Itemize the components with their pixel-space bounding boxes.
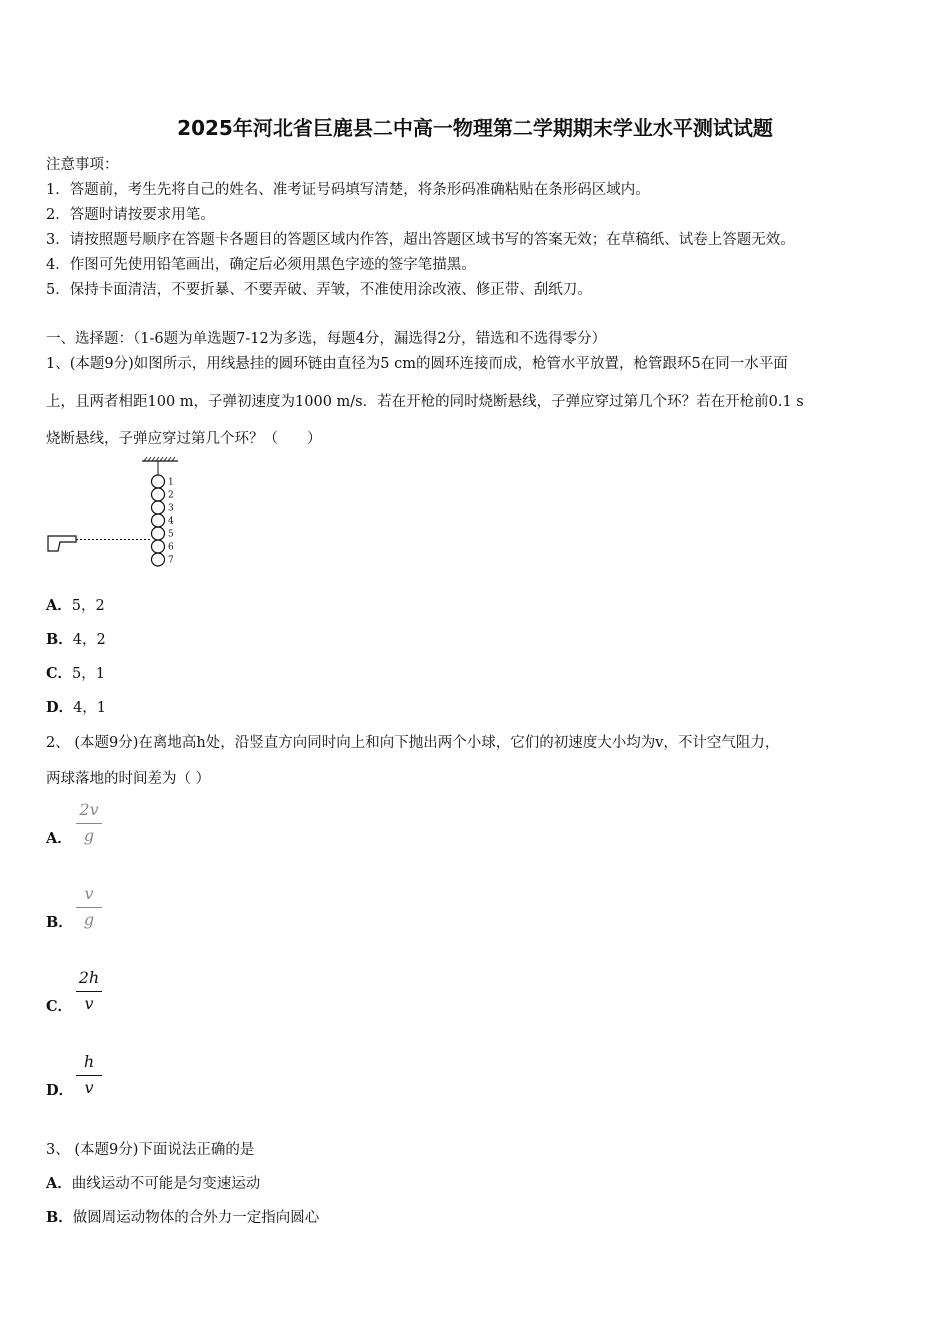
q1-option-c: C．5，1 (46, 665, 105, 682)
question-1-line: 上，且两者相距100 m，子弹初速度为1000 m/s．若在开枪的同时烧断悬线，子弹应穿过第几个环？若在开枪前0.1 s (46, 394, 804, 410)
q2-option-c-label: C． (46, 998, 73, 1015)
ring-label: 6 (168, 542, 174, 553)
ring-label: 2 (168, 490, 174, 501)
q2-option-c-fraction: 2h v (76, 968, 102, 1014)
ring-chain-diagram (46, 455, 196, 575)
q2-option-b-fraction: v g (76, 884, 102, 930)
q2-option-a-fraction: 2v g (76, 800, 102, 846)
notice-item: 2．答题时请按要求用笔。 (46, 207, 215, 223)
q2-option-d-label: D． (46, 1082, 74, 1099)
q3-option-a: A．曲线运动不可能是匀变速运动 (46, 1175, 261, 1192)
notice-heading: 注意事项： (46, 157, 119, 173)
q1-option-b: B．4，2 (46, 631, 106, 648)
ring-label: 5 (168, 529, 174, 540)
page-title: 2025年河北省巨鹿县二中高一物理第二学期期末学业水平测试试题 (177, 116, 773, 140)
q3-option-b: B．做圆周运动物体的合外力一定指向圆心 (46, 1209, 320, 1226)
notice-item: 4．作图可先使用铅笔画出，确定后必须用黑色字迹的签字笔描黑。 (46, 257, 476, 273)
question-3-line: 3、 (本题9分)下面说法正确的是 (46, 1142, 255, 1158)
ring-label: 7 (168, 555, 174, 566)
notice-item: 1．答题前，考生先将自己的姓名、准考证号码填写清楚，将条形码准确粘贴在条形码区域内。 (46, 182, 650, 198)
q2-option-d-fraction: h v (76, 1052, 102, 1098)
question-1-line: 1、(本题9分)如图所示，用线悬挂的圆环链由直径为5 cm的圆环连接而成，枪管水平放置，枪管跟环5在同一水平面 (46, 356, 788, 372)
notice-item: 5．保持卡面清洁，不要折暴、不要弄破、弄皱，不准使用涂改液、修正带、刮纸刀。 (46, 282, 592, 298)
question-1-line: 烧断悬线，子弹应穿过第几个环？（ ） (46, 431, 322, 447)
ring-label: 1 (168, 477, 174, 488)
q2-option-b-label: B． (46, 914, 73, 931)
gun-icon (48, 536, 76, 551)
section-heading: 一、选择题：（1-6题为单选题7-12为多选，每题4分，漏选得2分，错选和不选得零分） (46, 331, 607, 347)
ring-label: 3 (168, 503, 174, 514)
q1-option-a: A．5，2 (46, 597, 105, 614)
ring-label: 4 (168, 516, 174, 527)
question-2-line: 两球落地的时间差为（ ） (46, 771, 211, 787)
notice-item: 3．请按照题号顺序在答题卡各题目的答题区域内作答，超出答题区域书写的答案无效；在草稿纸、试卷上答题无效。 (46, 232, 795, 248)
q1-option-d: D．4，1 (46, 699, 107, 716)
question-2-line: 2、 (本题9分)在离地高h处，沿竖直方向同时向上和向下抛出两个小球，它们的初速度大小均为v，不计空气阻力， (46, 735, 780, 751)
q2-option-a-label: A． (46, 830, 72, 847)
